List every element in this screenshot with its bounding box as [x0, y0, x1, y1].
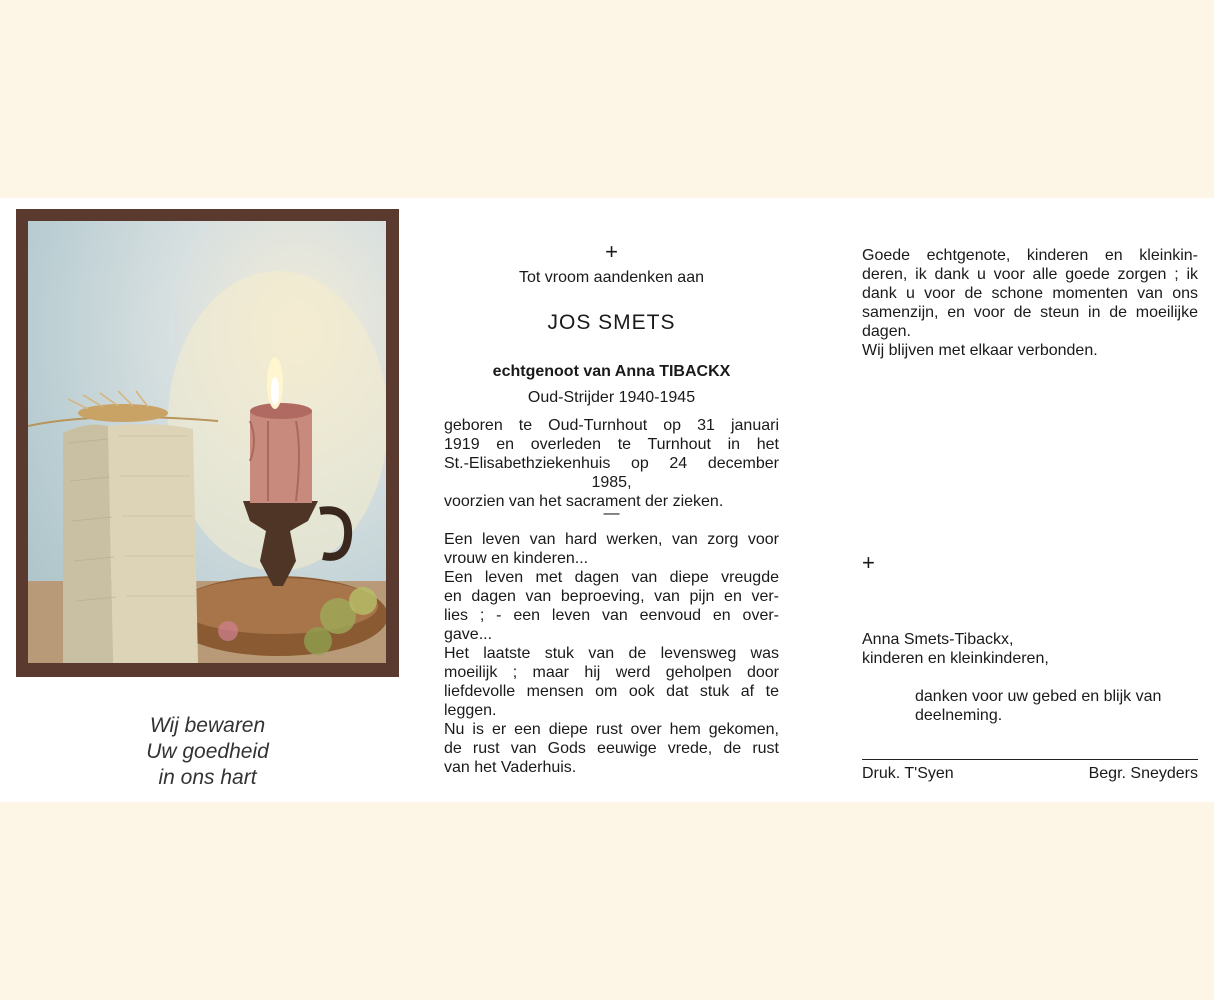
- verse-line: in ons hart: [158, 766, 257, 789]
- undertaker-credit: Begr. Sneyders: [1088, 765, 1198, 782]
- family-line: kinderen en kleinkinderen,: [862, 650, 1049, 667]
- text-line: Een leven met dagen van diepe vreugde: [444, 569, 779, 586]
- text-line: Nu is er een diepe rust over hem gekomen,: [444, 721, 779, 738]
- text-line: en dagen van beproeving, van pijn en ver-: [444, 588, 779, 605]
- veteran-line: Oud-Strijder 1940-1945: [527, 389, 696, 406]
- text-line: deren, ik dank u voor alle goede zorgen ; ik: [862, 266, 1198, 283]
- thanks-line: danken voor uw gebed en blijk van: [915, 688, 1162, 705]
- text-line: St.-Elisabethziekenhuis op 24 december: [444, 455, 779, 472]
- text-line: van het Vaderhuis.: [444, 759, 577, 776]
- text-line: vrouw en kinderen...: [444, 550, 589, 567]
- text-line: Het laatste stuk van de levensweg was: [444, 645, 779, 662]
- text-line: moeilijk ; maar hij werd geholpen door: [444, 664, 779, 681]
- text-line: geboren te Oud-Turnhout op 31 januari: [444, 417, 779, 434]
- candle-book-photo: [28, 221, 386, 663]
- text-line: voorzien van het sacrament der zieken.: [444, 493, 724, 510]
- cross-icon: +: [605, 239, 618, 264]
- deceased-name: JOS SMETS: [547, 311, 676, 334]
- text-line: dagen.: [862, 323, 911, 340]
- birth-paragraph: [444, 416, 779, 511]
- family-block: [862, 630, 1198, 668]
- life-paragraph: [444, 530, 779, 777]
- text-line: de rust van Gods eeuwige vrede, de rust: [444, 740, 779, 757]
- text-line: Een leven van hard werken, van zorg voor: [444, 531, 779, 548]
- text-line: 1985,: [591, 474, 632, 491]
- thanks-block: [915, 687, 1198, 725]
- printer-credit: Druk. T'Syen: [862, 765, 954, 782]
- dash-divider: —: [603, 505, 620, 522]
- message-paragraph: [862, 246, 1198, 360]
- photo-frame: [16, 209, 399, 677]
- verse-line: Wij bewaren: [149, 714, 266, 737]
- text-line: samenzijn, en voor de steun in de moeilijke: [862, 304, 1198, 321]
- text-line: lies ; - een leven van eenvoud en over-: [444, 607, 779, 624]
- text-line: Wij blijven met elkaar verbonden.: [862, 342, 1098, 359]
- family-line: Anna Smets-Tibackx,: [862, 631, 1014, 648]
- text-line: liefdevolle mensen om ook dat stuk af te: [444, 683, 779, 700]
- verse-line: Uw goedheid: [146, 740, 269, 763]
- cross-icon: +: [862, 550, 875, 575]
- footer-rule: [862, 759, 1198, 760]
- spouse-line: echtgenoot van Anna TIBACKX: [492, 363, 731, 380]
- text-line: 1919 en overleden te Turnhout in het: [444, 436, 779, 453]
- text-line: gave...: [444, 626, 493, 643]
- memorial-card: [0, 198, 1214, 802]
- text-line: leggen.: [444, 702, 497, 719]
- intro-line: Tot vroom aandenken aan: [518, 269, 704, 286]
- text-line: dank u voor de schone momenten van ons: [862, 285, 1198, 302]
- text-line: Goede echtgenote, kinderen en kleinkin-: [862, 247, 1198, 264]
- thanks-line: deelneming.: [915, 707, 1003, 724]
- verse: [16, 713, 399, 791]
